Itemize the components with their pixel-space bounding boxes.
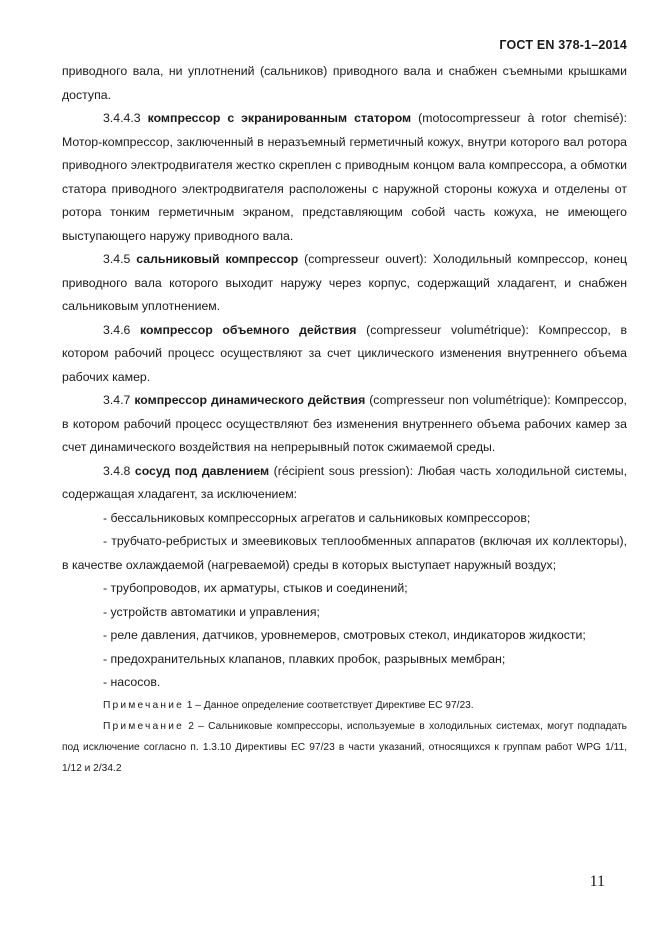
list-item: - реле давления, датчиков, уровнемеров, смотровых стекол, индикаторов жидкости;	[103, 628, 586, 642]
list-item: - трубчато-ребристых и змеевиковых теплообменных аппаратов (включая их коллекторы), в качестве охлаждаемой (нагреваемой) среды в которых выступает наружный воздух;	[62, 534, 627, 572]
defined-term: компрессор объемного действия	[140, 322, 357, 337]
notes-block	[62, 695, 627, 779]
clause-number: 3.4.7	[103, 393, 135, 407]
list-item: - предохранительных клапанов, плавких пробок, разрывных мембран;	[103, 651, 506, 666]
definition-text: (motocompresseur à rotor chemisé): Мотор-компрессор, заключенный в неразъемный герметичный кожух, внутри которого вал ротора приводного электродвигателя жестко скреплен с приводным концом вала компрессора, а обмотки статора приводного электродвигателя расположены с наружной стороны кожуха и отделены от ротора тонким герметичным экраном, представляющим собой часть кожуха, не имеющего выступающего наружу приводного вала.	[62, 111, 627, 243]
definition-3-4-5	[62, 248, 627, 319]
note-2	[62, 716, 627, 779]
definition-text: (compresseur non volumétrique): Компрессор, в котором рабочий процесс осуществляют без изменения внутреннего объема рабочих камер за счет динамического воздействия на непрерывный поток сжимаемой среды.	[62, 393, 627, 454]
list-item: - насосов.	[103, 675, 161, 689]
note-1	[62, 695, 627, 716]
definition-3-4-7	[62, 389, 627, 460]
page-number: 11	[589, 873, 605, 890]
defined-term: компрессор с экранированным статором	[147, 111, 412, 125]
document-body	[62, 60, 627, 779]
defined-term: сосуд под давлением	[134, 463, 270, 478]
document-code-header: ГОСТ EN 378-1–2014	[499, 38, 627, 52]
clause-number: 3.4.5	[103, 252, 137, 266]
clause-number: 3.4.4.3	[103, 111, 148, 125]
definition-text: (récipient sous pression): Любая часть холодильной системы, содержащая хладагент, за исключением:	[62, 463, 627, 501]
note-label: Примечание	[103, 699, 184, 711]
clause-number: 3.4.6	[103, 322, 140, 337]
paragraph-continuation: приводного вала, ни уплотнений (сальников) приводного вала и снабжен съемными крышками доступа.	[62, 64, 627, 102]
definition-text: (compresseur ouvert): Холодильный компрессор, конец приводного вала которого выходит наружу через корпус, содержащий хладагент, и снабжен сальниковым уплотнением.	[62, 252, 627, 313]
definition-3-4-6	[62, 319, 627, 390]
list-item: - устройств автоматики и управления;	[103, 604, 320, 619]
definition-3-4-8	[62, 460, 627, 507]
note-label: Примечание	[103, 720, 184, 732]
definition-text: (compresseur volumétrique): Компрессор, в котором рабочий процесс осуществляют за счет циклического изменения внутреннего объема рабочих камер.	[62, 322, 627, 384]
defined-term: компрессор динамического действия	[134, 393, 366, 407]
defined-term: сальниковый компрессор	[136, 252, 299, 266]
note-text: 1 – Данное определение соответствует Директиве ЕС 97/23.	[183, 699, 474, 711]
list-item: - трубопроводов, их арматуры, стыков и соединений;	[103, 581, 408, 595]
clause-number: 3.4.8	[103, 463, 135, 478]
list-item: - бессальниковых компрессорных агрегатов и сальниковых компрессоров;	[103, 510, 531, 525]
note-text: 2 – Сальниковые компрессоры, используемые в холодильных системах, могут подпадать под исключение согласно п. 1.3.10 Директивы ЕС 97/23 в части указаний, относящихся к группам работ WPG 1/11, 1/12 и 2/34.2	[62, 720, 627, 774]
definition-3-4-4-3	[62, 107, 627, 248]
